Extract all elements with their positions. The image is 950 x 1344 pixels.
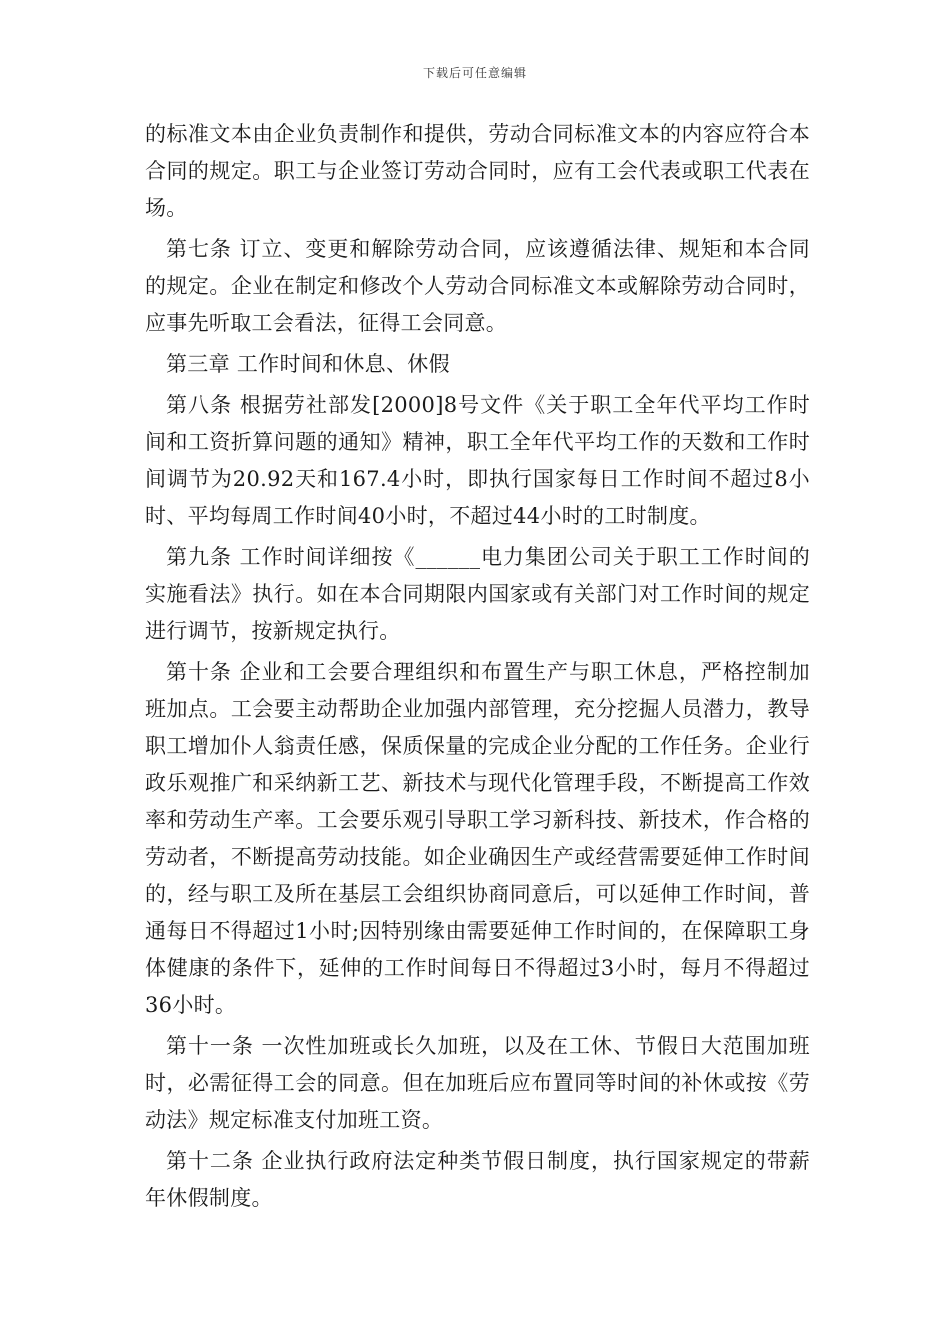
chapter-3-heading: 第三章 工作时间和休息、休假 [166, 352, 450, 376]
article-10: 第十条 企业和工会要合理组织和布置生产与职工休息，严格控制加班加点。工会要主动帮助企业加强内部管理，充分挖掘人员潜力，教导职工增加仆人翁责任感，保质保量的完成企业分配的工作任务。企业行政乐观推广和采纳新工艺、新技术与现代化管理手段，不断提高工作效率和劳动生产率。工会要乐观引导职工学习新科技、新技术，作合格的劳动者，不断提高劳动技能。如企业确因生产或经营需要延伸工作时间的，经与职工及所在基层工会组织协商同意后，可以延伸工作时间，普通每日不得超过1小时;因特别缘由需要延伸工作时间的，在保障职工身体健康的条件下，延伸的工作时间每日不得超过3小时，每月不得超过36小时。 [145, 660, 810, 1017]
page-header: 下载后可任意编辑 [422, 66, 527, 80]
paragraph-continuation: 的标准文本由企业负责制作和提供，劳动合同标准文本的内容应符合本合同的规定。职工与企业签订劳动合同时，应有工会代表或职工代表在场。 [145, 122, 810, 220]
article-7: 第七条 订立、变更和解除劳动合同，应该遵循法律、规矩和本合同的规定。企业在制定和修改个人劳动合同标准文本或解除劳动合同时，应事先听取工会看法，征得工会同意。 [145, 237, 810, 335]
article-11: 第十一条 一次性加班或长久加班，以及在工休、节假日大范围加班时，必需征得工会的同意。但在加班后应布置同等时间的补休或按《劳动法》规定标准支付加班工资。 [145, 1034, 810, 1132]
article-12: 第十二条 企业执行政府法定种类节假日制度，执行国家规定的带薪年休假制度。 [145, 1149, 810, 1210]
article-9: 第九条 工作时间详细按《______电力集团公司关于职工工作时间的实施看法》执行。如在本合同期限内国家或有关部门对工作时间的规定进行调节，按新规定执行。 [145, 545, 810, 643]
article-8: 第八条 根据劳社部发[2000]8号文件《关于职工全年代平均工作时间和工资折算问题的通知》精神，职工全年代平均工作的天数和工作时间调节为20.92天和167.4小时，即执行国家每日工作时间不超过8小时、平均每周工作时间40小时，不超过44小时的工时制度。 [145, 393, 810, 528]
document-body [145, 116, 810, 1221]
